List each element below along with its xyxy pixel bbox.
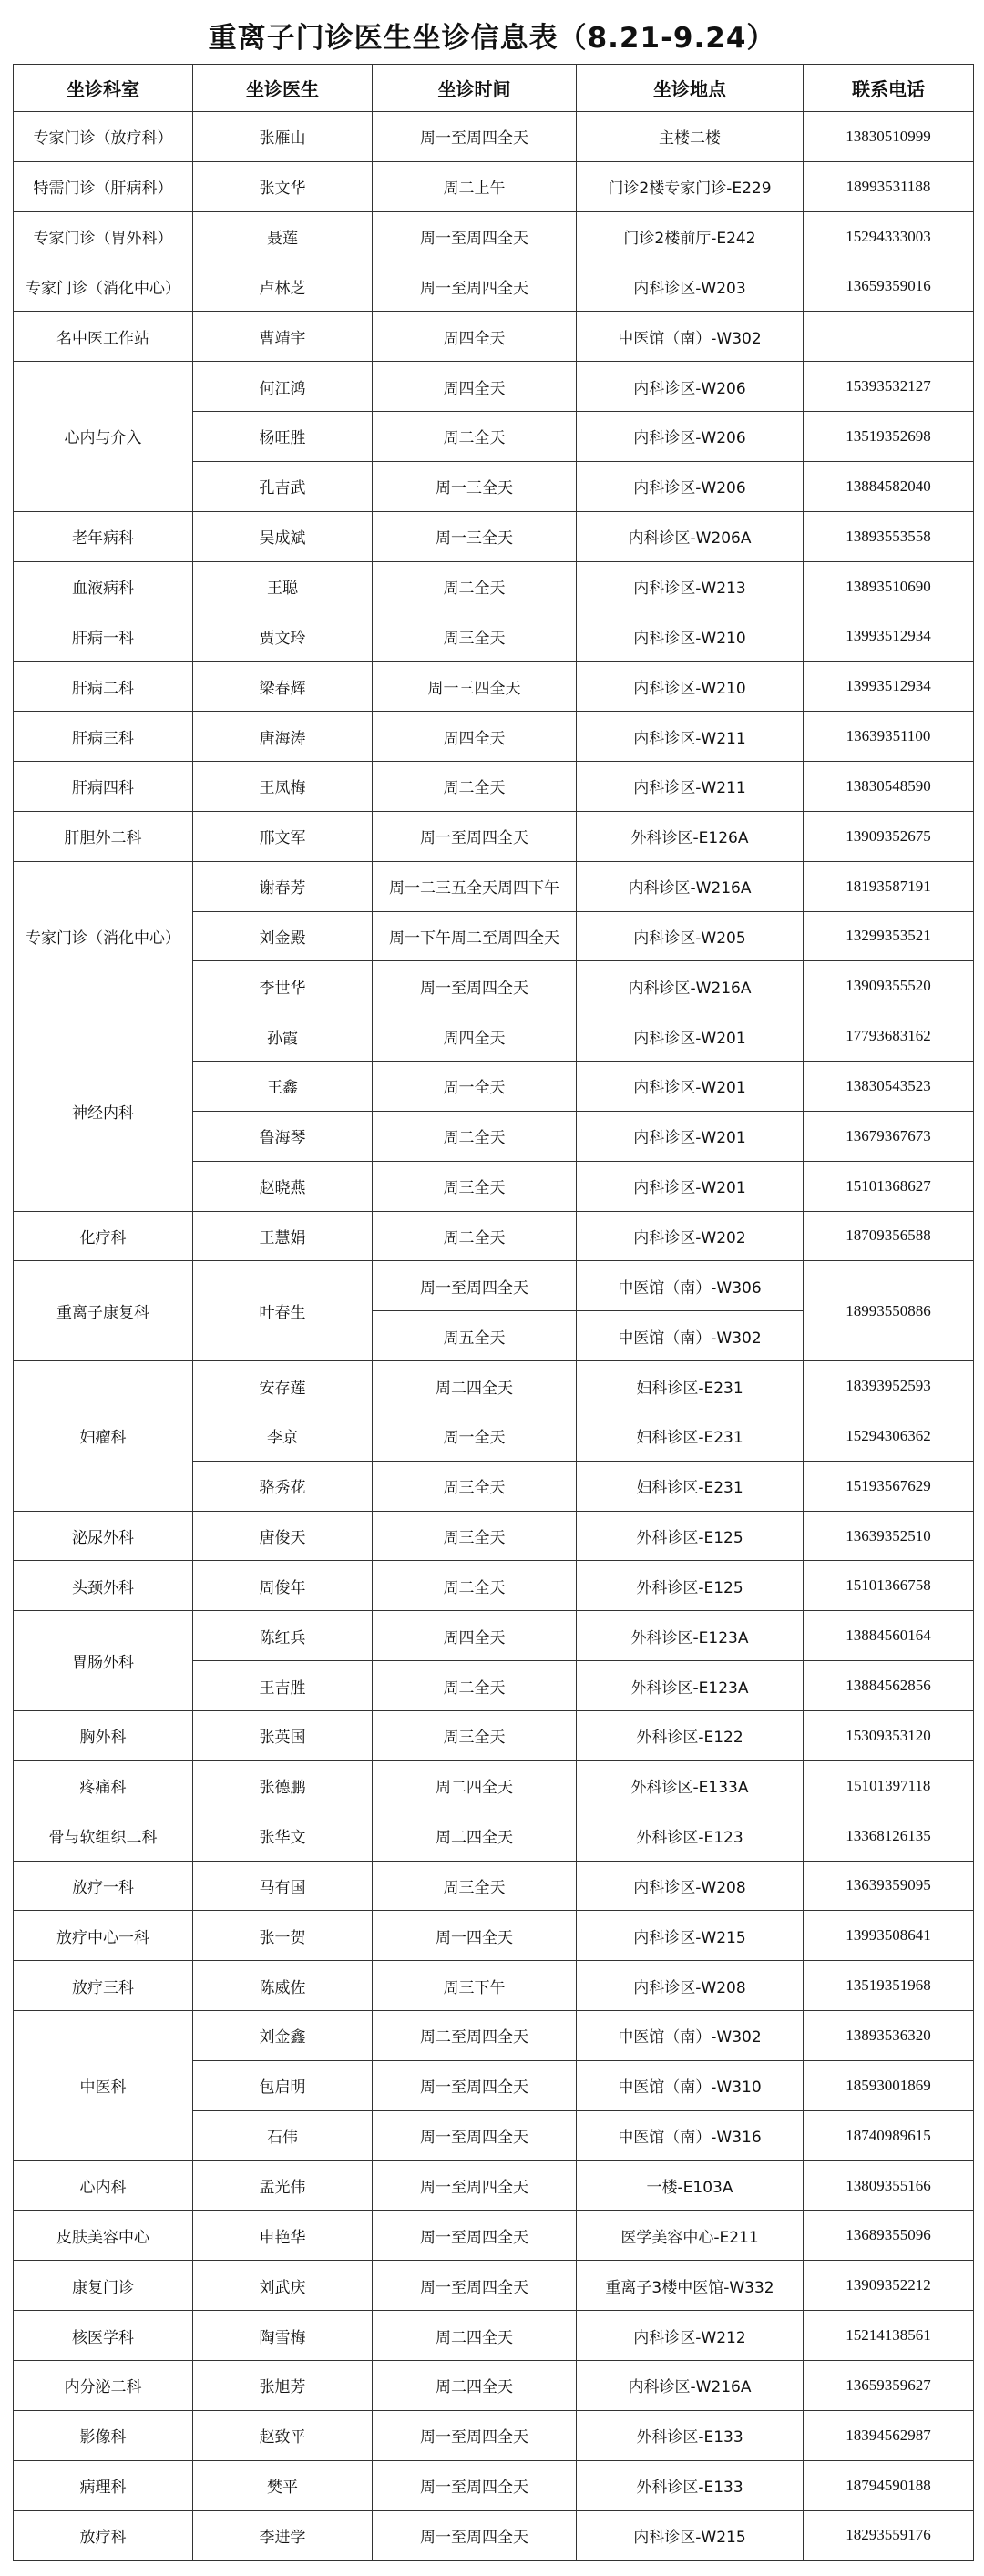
cell-phone: 13659359016 [804, 262, 974, 312]
table-row [14, 561, 974, 611]
cell-location: 内科诊区-W211 [577, 712, 804, 762]
cell-time: 周二全天 [373, 761, 577, 811]
cell-time: 周一至周四全天 [373, 2160, 577, 2211]
cell-department: 胃肠外科 [14, 1611, 193, 1711]
cell-doctor: 何江鸿 [193, 362, 373, 412]
cell-department: 肝病四科 [14, 761, 193, 811]
cell-time: 周一四全天 [373, 1911, 577, 1961]
cell-department: 名中医工作站 [14, 312, 193, 362]
table-row [14, 2160, 974, 2211]
cell-location: 内科诊区-W216A [577, 961, 804, 1011]
cell-doctor: 石伟 [193, 2110, 373, 2160]
table-row [14, 1611, 974, 1661]
cell-phone: 13299353521 [804, 911, 974, 961]
cell-department: 老年病科 [14, 511, 193, 561]
cell-location: 重离子3楼中医馆-W332 [577, 2261, 804, 2311]
cell-phone: 13639359095 [804, 1861, 974, 1911]
cell-location: 中医馆（南）-W302 [577, 2011, 804, 2061]
cell-doctor: 张旭芳 [193, 2360, 373, 2410]
cell-department: 专家门诊（消化中心） [14, 861, 193, 1011]
cell-doctor: 王慧娟 [193, 1211, 373, 1261]
cell-doctor: 叶春生 [193, 1261, 373, 1361]
cell-department: 头颈外科 [14, 1561, 193, 1611]
cell-location: 内科诊区-W211 [577, 761, 804, 811]
cell-department: 放疗科 [14, 2510, 193, 2561]
cell-phone: 18293559176 [804, 2510, 974, 2561]
cell-doctor: 周俊年 [193, 1561, 373, 1611]
cell-doctor: 吴成斌 [193, 511, 373, 561]
cell-doctor: 王鑫 [193, 1062, 373, 1112]
table-row [14, 2510, 974, 2561]
cell-phone: 13809355166 [804, 2160, 974, 2211]
cell-doctor: 李进学 [193, 2510, 373, 2561]
table-row [14, 2011, 974, 2061]
cell-phone: 15309353120 [804, 1711, 974, 1761]
table-row [14, 112, 974, 162]
cell-doctor: 谢春芳 [193, 861, 373, 911]
schedule-body [14, 112, 974, 2561]
cell-time: 周一全天 [373, 1411, 577, 1461]
cell-time: 周三全天 [373, 1461, 577, 1511]
cell-location: 内科诊区-W215 [577, 1911, 804, 1961]
cell-location: 内科诊区-W208 [577, 1961, 804, 2011]
cell-location: 妇科诊区-E231 [577, 1361, 804, 1411]
cell-department: 肝病一科 [14, 611, 193, 662]
table-row [14, 1760, 974, 1811]
cell-time: 周一至周四全天 [373, 2211, 577, 2261]
cell-location: 内科诊区-W201 [577, 1161, 804, 1211]
cell-location: 门诊2楼专家门诊-E229 [577, 161, 804, 211]
table-row [14, 2410, 974, 2460]
cell-department: 放疗一科 [14, 1861, 193, 1911]
table-row [14, 662, 974, 712]
table-row [14, 1211, 974, 1261]
table-row [14, 511, 974, 561]
cell-location: 中医馆（南）-W310 [577, 2060, 804, 2110]
cell-doctor: 张华文 [193, 1811, 373, 1861]
cell-doctor: 李世华 [193, 961, 373, 1011]
cell-location: 内科诊区-W210 [577, 611, 804, 662]
cell-time: 周一至周四全天 [373, 112, 577, 162]
page-title: 重离子门诊医生坐诊信息表（8.21-9.24） [208, 22, 776, 55]
table-row [14, 1711, 974, 1761]
cell-location: 外科诊区-E133 [577, 2410, 804, 2460]
cell-location: 门诊2楼前厅-E242 [577, 211, 804, 262]
cell-department: 特需门诊（肝病科） [14, 161, 193, 211]
cell-phone: 13884562856 [804, 1661, 974, 1711]
cell-department: 影像科 [14, 2410, 193, 2460]
cell-department: 肝病二科 [14, 662, 193, 712]
cell-phone: 13519352698 [804, 412, 974, 462]
cell-phone: 13689355096 [804, 2211, 974, 2261]
cell-phone: 18394562987 [804, 2410, 974, 2460]
cell-time: 周五全天 [373, 1311, 577, 1361]
cell-department: 重离子康复科 [14, 1261, 193, 1361]
cell-phone: 18193587191 [804, 861, 974, 911]
table-row [14, 2261, 974, 2311]
cell-time: 周一全天 [373, 1062, 577, 1112]
cell-time: 周四全天 [373, 712, 577, 762]
cell-time: 周一三全天 [373, 511, 577, 561]
cell-time: 周三全天 [373, 611, 577, 662]
cell-time: 周一三四全天 [373, 662, 577, 712]
cell-phone: 18993550886 [804, 1261, 974, 1361]
cell-doctor: 刘金殿 [193, 911, 373, 961]
table-row [14, 2360, 974, 2410]
cell-doctor: 张雁山 [193, 112, 373, 162]
cell-time: 周四全天 [373, 1611, 577, 1661]
cell-time: 周二四全天 [373, 2360, 577, 2410]
cell-location: 外科诊区-E122 [577, 1711, 804, 1761]
cell-phone: 13830543523 [804, 1062, 974, 1112]
cell-time: 周三全天 [373, 1861, 577, 1911]
cell-department: 中医科 [14, 2011, 193, 2161]
cell-phone: 13519351968 [804, 1961, 974, 2011]
cell-time: 周四全天 [373, 362, 577, 412]
table-row [14, 1011, 974, 1062]
cell-time: 周二四全天 [373, 1361, 577, 1411]
cell-phone: 15193567629 [804, 1461, 974, 1511]
header-doctor: 坐诊医生 [193, 65, 373, 112]
cell-phone: 15101368627 [804, 1161, 974, 1211]
table-row [14, 712, 974, 762]
cell-time: 周一至周四全天 [373, 1261, 577, 1311]
cell-phone: 18794590188 [804, 2460, 974, 2510]
cell-time: 周一至周四全天 [373, 811, 577, 861]
table-row [14, 1861, 974, 1911]
cell-department: 神经内科 [14, 1011, 193, 1211]
cell-phone: 15393532127 [804, 362, 974, 412]
table-row [14, 861, 974, 911]
cell-department: 专家门诊（胃外科） [14, 211, 193, 262]
cell-department: 核医学科 [14, 2311, 193, 2361]
cell-department: 放疗中心一科 [14, 1911, 193, 1961]
cell-location: 内科诊区-W208 [577, 1861, 804, 1911]
cell-department: 泌尿外科 [14, 1511, 193, 1561]
cell-phone: 13884582040 [804, 461, 974, 511]
cell-phone [804, 312, 974, 362]
table-row [14, 811, 974, 861]
cell-department: 心内科 [14, 2160, 193, 2211]
cell-phone: 13368126135 [804, 1811, 974, 1861]
cell-location: 中医馆（南）-W302 [577, 312, 804, 362]
cell-department: 胸外科 [14, 1711, 193, 1761]
header-row [14, 65, 974, 112]
cell-time: 周一至周四全天 [373, 2510, 577, 2561]
cell-time: 周二全天 [373, 412, 577, 462]
cell-department: 内分泌二科 [14, 2360, 193, 2410]
cell-phone: 13993512934 [804, 611, 974, 662]
cell-phone: 13659359627 [804, 2360, 974, 2410]
cell-location: 医学美容中心-E211 [577, 2211, 804, 2261]
cell-time: 周一至周四全天 [373, 2410, 577, 2460]
cell-doctor: 张一贺 [193, 1911, 373, 1961]
cell-location: 外科诊区-E126A [577, 811, 804, 861]
cell-phone: 13993508641 [804, 1911, 974, 1961]
cell-location: 内科诊区-W216A [577, 2360, 804, 2410]
cell-doctor: 梁春辉 [193, 662, 373, 712]
cell-time: 周一至周四全天 [373, 961, 577, 1011]
cell-time: 周二上午 [373, 161, 577, 211]
cell-time: 周一三全天 [373, 461, 577, 511]
cell-location: 内科诊区-W201 [577, 1011, 804, 1062]
cell-doctor: 孔吉武 [193, 461, 373, 511]
cell-location: 内科诊区-W206 [577, 362, 804, 412]
cell-location: 内科诊区-W201 [577, 1111, 804, 1161]
cell-phone: 13639352510 [804, 1511, 974, 1561]
cell-phone: 13993512934 [804, 662, 974, 712]
cell-phone: 18593001869 [804, 2060, 974, 2110]
cell-phone: 15214138561 [804, 2311, 974, 2361]
cell-doctor: 骆秀花 [193, 1461, 373, 1511]
cell-time: 周二全天 [373, 1661, 577, 1711]
cell-location: 内科诊区-W216A [577, 861, 804, 911]
cell-time: 周二四全天 [373, 1811, 577, 1861]
cell-location: 内科诊区-W212 [577, 2311, 804, 2361]
cell-department: 疼痛科 [14, 1760, 193, 1811]
cell-location: 外科诊区-E133 [577, 2460, 804, 2510]
cell-department: 心内与介入 [14, 362, 193, 512]
cell-location: 外科诊区-E123A [577, 1611, 804, 1661]
cell-location: 外科诊区-E125 [577, 1511, 804, 1561]
table-row [14, 1361, 974, 1411]
cell-doctor: 李京 [193, 1411, 373, 1461]
cell-phone: 13909352675 [804, 811, 974, 861]
cell-location: 中医馆（南）-W302 [577, 1311, 804, 1361]
cell-location: 内科诊区-W203 [577, 262, 804, 312]
cell-doctor: 邢文军 [193, 811, 373, 861]
table-row [14, 1561, 974, 1611]
cell-time: 周一二三五全天周四下午 [373, 861, 577, 911]
cell-location: 内科诊区-W215 [577, 2510, 804, 2561]
header-phone: 联系电话 [804, 65, 974, 112]
cell-time: 周三下午 [373, 1961, 577, 2011]
table-row [14, 211, 974, 262]
cell-doctor: 王凤梅 [193, 761, 373, 811]
cell-department: 肝病三科 [14, 712, 193, 762]
cell-phone: 13830548590 [804, 761, 974, 811]
cell-time: 周二全天 [373, 1211, 577, 1261]
cell-phone: 15294306362 [804, 1411, 974, 1461]
cell-doctor: 王吉胜 [193, 1661, 373, 1711]
cell-phone: 18993531188 [804, 161, 974, 211]
cell-time: 周三全天 [373, 1711, 577, 1761]
cell-time: 周二至周四全天 [373, 2011, 577, 2061]
cell-department: 肝胆外二科 [14, 811, 193, 861]
cell-location: 妇科诊区-E231 [577, 1461, 804, 1511]
cell-location: 外科诊区-E133A [577, 1760, 804, 1811]
cell-doctor: 张英国 [193, 1711, 373, 1761]
cell-phone: 13639351100 [804, 712, 974, 762]
cell-doctor: 孟光伟 [193, 2160, 373, 2211]
cell-department: 康复门诊 [14, 2261, 193, 2311]
cell-time: 周二四全天 [373, 1760, 577, 1811]
header-time: 坐诊时间 [373, 65, 577, 112]
cell-doctor: 安存莲 [193, 1361, 373, 1411]
cell-phone: 13830510999 [804, 112, 974, 162]
cell-phone: 13909355520 [804, 961, 974, 1011]
cell-phone: 13893536320 [804, 2011, 974, 2061]
cell-doctor: 鲁海琴 [193, 1111, 373, 1161]
table-row [14, 2311, 974, 2361]
cell-time: 周二全天 [373, 1111, 577, 1161]
cell-time: 周二全天 [373, 561, 577, 611]
cell-location: 妇科诊区-E231 [577, 1411, 804, 1461]
cell-location: 一楼-E103A [577, 2160, 804, 2211]
cell-location: 外科诊区-E123A [577, 1661, 804, 1711]
table-row [14, 1811, 974, 1861]
cell-time: 周一至周四全天 [373, 2110, 577, 2160]
cell-location: 内科诊区-W210 [577, 662, 804, 712]
table-row [14, 1511, 974, 1561]
cell-doctor: 张德鹏 [193, 1760, 373, 1811]
cell-department: 妇瘤科 [14, 1361, 193, 1512]
cell-doctor: 包启明 [193, 2060, 373, 2110]
cell-time: 周三全天 [373, 1511, 577, 1561]
cell-location: 内科诊区-W202 [577, 1211, 804, 1261]
cell-time: 周四全天 [373, 1011, 577, 1062]
cell-time: 周一至周四全天 [373, 211, 577, 262]
cell-time: 周一至周四全天 [373, 262, 577, 312]
cell-time: 周二全天 [373, 1561, 577, 1611]
cell-doctor: 卢林芝 [193, 262, 373, 312]
cell-doctor: 赵晓燕 [193, 1161, 373, 1211]
cell-department: 专家门诊（放疗科） [14, 112, 193, 162]
cell-location: 外科诊区-E123 [577, 1811, 804, 1861]
cell-doctor: 马有国 [193, 1861, 373, 1911]
cell-doctor: 刘金鑫 [193, 2011, 373, 2061]
cell-doctor: 聂莲 [193, 211, 373, 262]
cell-doctor: 张文华 [193, 161, 373, 211]
table-row [14, 161, 974, 211]
header-department: 坐诊科室 [14, 65, 193, 112]
cell-doctor: 唐俊天 [193, 1511, 373, 1561]
cell-doctor: 陈红兵 [193, 1611, 373, 1661]
cell-time: 周三全天 [373, 1161, 577, 1211]
cell-location: 中医馆（南）-W306 [577, 1261, 804, 1311]
cell-phone: 18393952593 [804, 1361, 974, 1411]
cell-phone: 13893510690 [804, 561, 974, 611]
table-row [14, 1261, 974, 1311]
cell-phone: 18740989615 [804, 2110, 974, 2160]
cell-time: 周一下午周二至周四全天 [373, 911, 577, 961]
cell-location: 内科诊区-W201 [577, 1062, 804, 1112]
cell-department: 专家门诊（消化中心） [14, 262, 193, 312]
cell-doctor: 杨旺胜 [193, 412, 373, 462]
table-row [14, 2211, 974, 2261]
cell-location: 外科诊区-E125 [577, 1561, 804, 1611]
cell-location: 内科诊区-W206 [577, 461, 804, 511]
cell-doctor: 贾文玲 [193, 611, 373, 662]
table-row [14, 611, 974, 662]
cell-doctor: 唐海涛 [193, 712, 373, 762]
schedule-table [13, 64, 974, 2561]
table-row [14, 761, 974, 811]
cell-time: 周二四全天 [373, 2311, 577, 2361]
cell-time: 周一至周四全天 [373, 2060, 577, 2110]
cell-location: 主楼二楼 [577, 112, 804, 162]
table-row [14, 312, 974, 362]
header-location: 坐诊地点 [577, 65, 804, 112]
table-row [14, 1911, 974, 1961]
cell-time: 周一至周四全天 [373, 2460, 577, 2510]
cell-doctor: 王聪 [193, 561, 373, 611]
cell-location: 内科诊区-W206 [577, 412, 804, 462]
cell-location: 内科诊区-W206A [577, 511, 804, 561]
cell-doctor: 陶雪梅 [193, 2311, 373, 2361]
cell-department: 骨与软组织二科 [14, 1811, 193, 1861]
cell-location: 内科诊区-W213 [577, 561, 804, 611]
table-row [14, 262, 974, 312]
cell-doctor: 樊平 [193, 2460, 373, 2510]
cell-time: 周一至周四全天 [373, 2261, 577, 2311]
cell-time: 周四全天 [373, 312, 577, 362]
cell-phone: 18709356588 [804, 1211, 974, 1261]
cell-phone: 13884560164 [804, 1611, 974, 1661]
table-row [14, 2460, 974, 2510]
cell-phone: 13893553558 [804, 511, 974, 561]
cell-department: 化疗科 [14, 1211, 193, 1261]
cell-doctor: 刘武庆 [193, 2261, 373, 2311]
cell-phone: 17793683162 [804, 1011, 974, 1062]
table-row [14, 362, 974, 412]
cell-doctor: 申艳华 [193, 2211, 373, 2261]
cell-phone: 13679367673 [804, 1111, 974, 1161]
cell-doctor: 曹靖宇 [193, 312, 373, 362]
cell-location: 内科诊区-W205 [577, 911, 804, 961]
cell-doctor: 孙霞 [193, 1011, 373, 1062]
cell-department: 血液病科 [14, 561, 193, 611]
cell-location: 中医馆（南）-W316 [577, 2110, 804, 2160]
cell-doctor: 赵致平 [193, 2410, 373, 2460]
cell-department: 病理科 [14, 2460, 193, 2510]
table-row [14, 1961, 974, 2011]
cell-phone: 15294333003 [804, 211, 974, 262]
cell-phone: 13909352212 [804, 2261, 974, 2311]
cell-phone: 15101366758 [804, 1561, 974, 1611]
cell-doctor: 陈威佐 [193, 1961, 373, 2011]
cell-phone: 15101397118 [804, 1760, 974, 1811]
cell-department: 皮肤美容中心 [14, 2211, 193, 2261]
cell-department: 放疗三科 [14, 1961, 193, 2011]
